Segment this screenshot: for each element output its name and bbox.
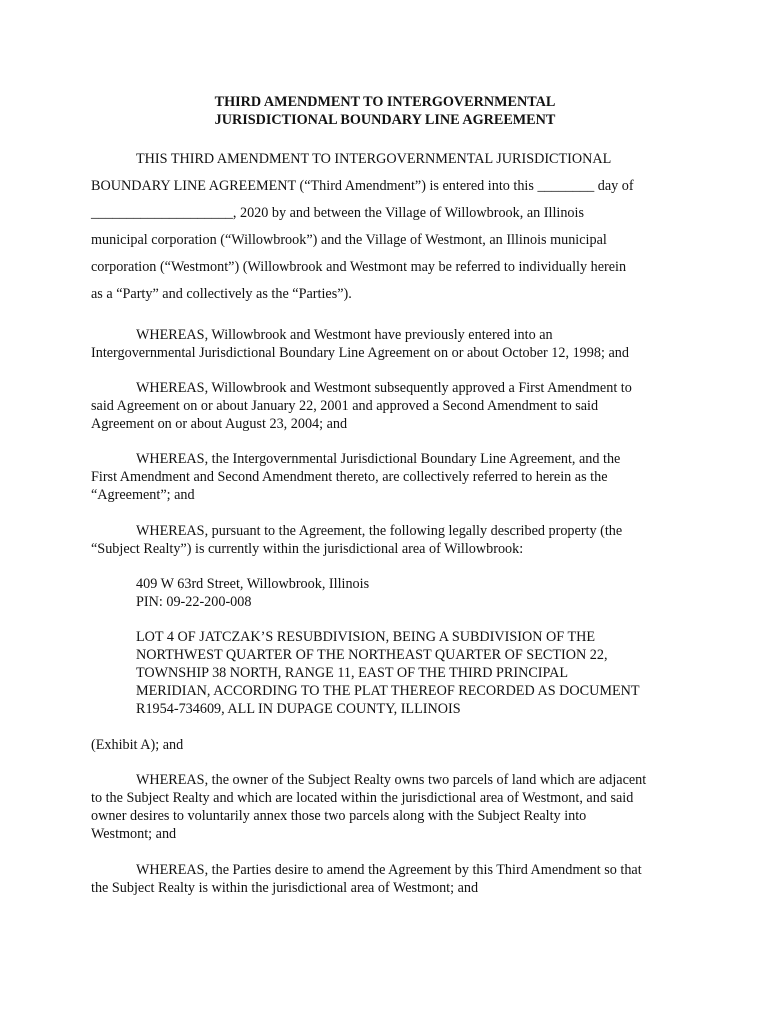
paragraph-line: First Amendment and Second Amendment thereto, are collectively referred to herein as the bbox=[91, 469, 608, 485]
title-line: THIRD AMENDMENT TO INTERGOVERNMENTAL bbox=[214, 94, 556, 110]
exhibit-reference bbox=[91, 736, 691, 754]
whereas-paragraph-6 bbox=[91, 861, 691, 897]
paragraph-line: WHEREAS, the Intergovernmental Jurisdictional Boundary Line Agreement, and the bbox=[136, 451, 621, 467]
paragraph-line: Westmont; and bbox=[91, 826, 177, 842]
intro-line: corporation (“Westmont”) (Willowbrook and Westmont may be referred to individually herein bbox=[91, 259, 627, 275]
whereas-paragraph-1 bbox=[91, 326, 691, 362]
paragraph-line: WHEREAS, Willowbrook and Westmont subsequently approved a First Amendment to bbox=[136, 380, 632, 396]
paragraph-line: WHEREAS, the owner of the Subject Realty owns two parcels of land which are adjacent bbox=[136, 772, 647, 788]
intro-line: municipal corporation (“Willowbrook”) and the Village of Westmont, an Illinois municipal bbox=[91, 232, 607, 248]
legal-line: NORTHWEST QUARTER OF THE NORTHEAST QUARTER OF SECTION 22, bbox=[136, 647, 608, 663]
paragraph-line: said Agreement on or about January 22, 2001 and approved a Second Amendment to said bbox=[91, 398, 599, 414]
intro-paragraph bbox=[91, 146, 681, 308]
title-line: JURISDICTIONAL BOUNDARY LINE AGREEMENT bbox=[214, 112, 556, 128]
address-line: 409 W 63rd Street, Willowbrook, Illinois bbox=[136, 576, 370, 592]
whereas-paragraph-5 bbox=[91, 771, 691, 843]
whereas-paragraph-3 bbox=[91, 450, 691, 504]
paragraph-line: owner desires to voluntarily annex those two parcels along with the Subject Realty into bbox=[91, 808, 587, 824]
legal-line: MERIDIAN, ACCORDING TO THE PLAT THEREOF RECORDED AS DOCUMENT bbox=[136, 683, 640, 699]
paragraph-line: the Subject Realty is within the jurisdictional area of Westmont; and bbox=[91, 880, 479, 896]
paragraph-line: to the Subject Realty and which are located within the jurisdictional area of Westmont, and said bbox=[91, 790, 634, 806]
legal-description bbox=[136, 628, 696, 718]
legal-line: LOT 4 OF JATCZAK’S RESUBDIVISION, BEING A SUBDIVISION OF THE bbox=[136, 629, 596, 645]
paragraph-line: Agreement on or about August 23, 2004; and bbox=[91, 416, 348, 432]
intro-line: THIS THIRD AMENDMENT TO INTERGOVERNMENTAL JURISDICTIONAL bbox=[136, 151, 612, 167]
document-title bbox=[0, 93, 770, 129]
intro-line: as a “Party” and collectively as the “Parties”). bbox=[91, 286, 352, 302]
paragraph-line: “Agreement”; and bbox=[91, 487, 195, 503]
intro-line: BOUNDARY LINE AGREEMENT (“Third Amendment”) is entered into this ________ day of bbox=[91, 178, 634, 194]
paragraph-line: WHEREAS, pursuant to the Agreement, the following legally described property (the bbox=[136, 523, 623, 539]
legal-line: TOWNSHIP 38 NORTH, RANGE 11, EAST OF THE THIRD PRINCIPAL bbox=[136, 665, 569, 681]
whereas-paragraph-2 bbox=[91, 379, 691, 433]
paragraph-line: Intergovernmental Jurisdictional Boundary Line Agreement on or about October 12, 1998; and bbox=[91, 345, 629, 361]
paragraph-line: WHEREAS, the Parties desire to amend the Agreement by this Third Amendment so that bbox=[136, 862, 642, 878]
intro-line: ____________________, 2020 by and between the Village of Willowbrook, an Illinois bbox=[91, 205, 584, 221]
legal-line: R1954-734609, ALL IN DUPAGE COUNTY, ILLINOIS bbox=[136, 701, 461, 717]
property-address bbox=[136, 575, 696, 611]
paragraph-line: “Subject Realty”) is currently within the jurisdictional area of Willowbrook: bbox=[91, 541, 524, 557]
whereas-paragraph-4 bbox=[91, 522, 691, 558]
exhibit-line: (Exhibit A); and bbox=[91, 737, 184, 753]
paragraph-line: WHEREAS, Willowbrook and Westmont have previously entered into an bbox=[136, 327, 553, 343]
pin-line: PIN: 09-22-200-008 bbox=[136, 594, 252, 610]
